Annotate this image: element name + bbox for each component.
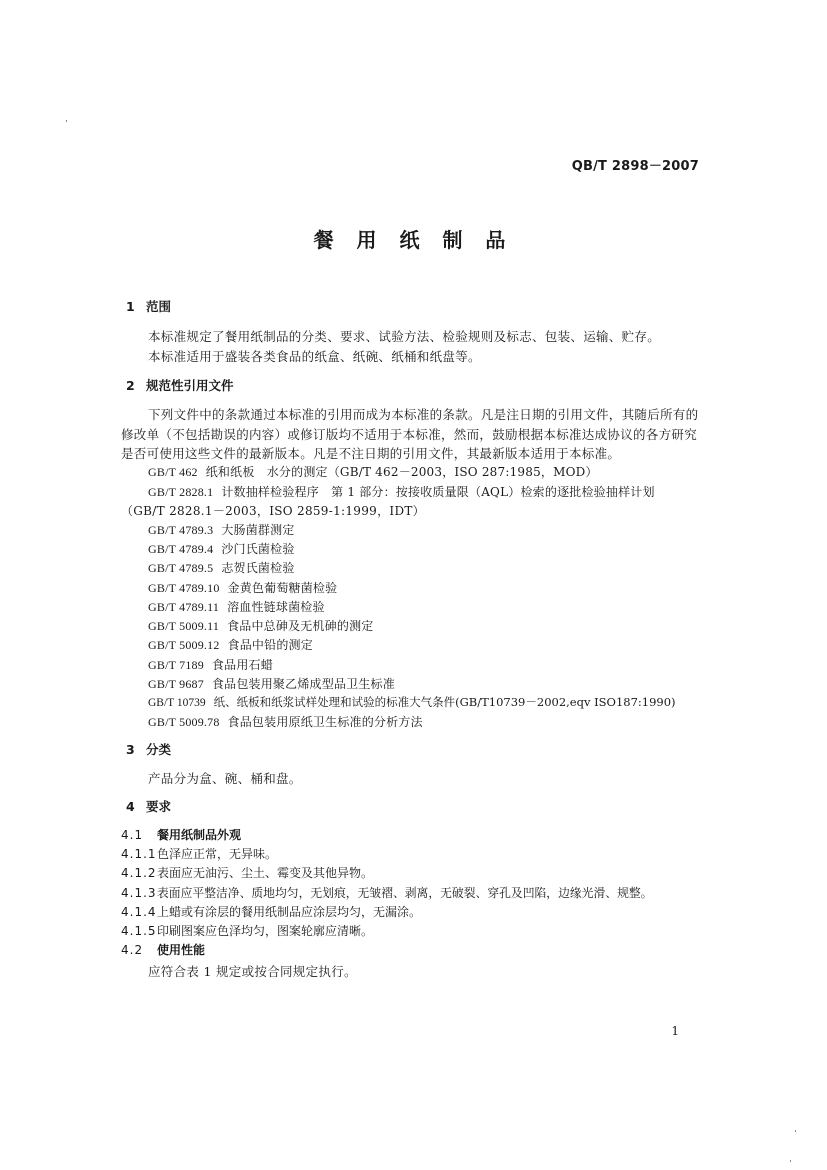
page-number: 1 xyxy=(671,1024,679,1038)
reference-code: GB/T 4789.11 xyxy=(148,600,220,614)
reference-code: GB/T 4789.4 xyxy=(148,542,214,556)
reference-title: 溶血性链球菌检验 xyxy=(227,600,325,614)
reference-title: 沙门氏菌检验 xyxy=(221,542,295,556)
paragraph: 修改单（不包括勘误的内容）或修订版均不适用于本标准，然而，鼓励根据本标准达成协议的各方研究 xyxy=(121,427,698,442)
clause-text: 使用性能 xyxy=(157,943,206,957)
reference-code: GB/T 5009.78 xyxy=(148,715,220,729)
reference-code: GB/T 9687 xyxy=(148,677,204,691)
reference-title: 食品用石蜡 xyxy=(211,658,273,672)
scan-speck xyxy=(795,1130,796,1132)
clause-4-2 xyxy=(121,941,205,958)
reference-item xyxy=(148,675,395,692)
reference-code: GB/T 4789.3 xyxy=(148,523,214,537)
clause-number: 4.1.2 xyxy=(121,866,157,880)
reference-code: GB/T 5009.12 xyxy=(148,638,220,652)
clause-text: 表面应无油污、尘土、霉变及其他异物。 xyxy=(157,866,374,880)
reference-title: 食品包装用原纸卫生标准的分析方法 xyxy=(227,715,423,729)
paragraph: 是否可使用这些文件的最新版本。凡是不注日期的引用文件，其最新版本适用于本标准。 xyxy=(121,446,621,461)
clause-4-1-1 xyxy=(121,845,277,862)
section-number: 4 xyxy=(126,799,135,814)
reference-code: GB/T 4789.5 xyxy=(148,561,214,575)
reference-code: GB/T 5009.11 xyxy=(148,619,220,633)
clause-text: 表面应平整洁净、质地均匀，无划痕，无皱褶、剥离，无破裂、穿孔及凹陷，边缘光滑、规整。 xyxy=(157,886,653,900)
clause-number: 4.1.1 xyxy=(121,847,157,861)
paragraph: 本标准规定了餐用纸制品的分类、要求、试验方法、检验规则及标志、包装、运输、贮存。 xyxy=(148,329,661,344)
paragraph: 产品分为盒、碗、桶和盘。 xyxy=(148,771,302,786)
reference-item xyxy=(148,598,325,615)
reference-item xyxy=(148,540,295,557)
reference-item xyxy=(148,463,598,480)
reference-continuation: （GB/T 2828.1－2003，ISO 2859-1:1999，IDT） xyxy=(121,504,425,518)
section-title: 范围 xyxy=(146,299,172,314)
reference-title: 大肠菌群测定 xyxy=(221,523,295,537)
clause-number: 4.1 xyxy=(121,828,144,842)
clause-number: 4.2 xyxy=(121,943,144,957)
reference-title: 食品包装用聚乙烯成型品卫生标准 xyxy=(211,677,395,691)
reference-item xyxy=(148,636,313,653)
clause-number: 4.1.3 xyxy=(121,886,157,900)
reference-code: GB/T 7189 xyxy=(148,658,204,672)
reference-item xyxy=(148,579,337,596)
reference-item xyxy=(148,521,295,538)
section-1-heading xyxy=(126,297,171,315)
paragraph: 下列文件中的条款通过本标准的引用而成为本标准的条款。凡是注日期的引用文件，其随后所有的 xyxy=(148,407,699,422)
clause-4-1-2 xyxy=(121,864,373,881)
clause-text: 印刷图案应色泽均匀，图案轮廓应清晰。 xyxy=(157,924,374,938)
section-number: 2 xyxy=(126,378,135,393)
clause-4-1-4 xyxy=(121,903,421,920)
clause-text: 餐用纸制品外观 xyxy=(157,828,242,842)
clause-text: 上蜡或有涂层的餐用纸制品应涂层均匀，无漏涂。 xyxy=(157,905,422,919)
clause-number: 4.1.5 xyxy=(121,924,157,938)
scan-speck xyxy=(790,1160,791,1162)
clause-4-1-3 xyxy=(121,884,652,901)
scan-speck xyxy=(66,120,67,122)
reference-code: GB/T 10739 xyxy=(148,697,206,709)
clause-4-1 xyxy=(121,826,241,843)
section-title: 要求 xyxy=(146,799,172,814)
reference-title: 纸、纸板和纸浆试样处理和试验的标准大气条件(GB/T10739－2002,eqv ISO187:1990) xyxy=(213,695,676,709)
reference-item xyxy=(148,483,655,500)
clause-number: 4.1.4 xyxy=(121,905,157,919)
reference-title: 金黄色葡萄糖菌检验 xyxy=(227,581,338,595)
section-3-heading xyxy=(126,740,171,758)
document-title: 餐 用 纸 制 品 xyxy=(313,228,514,252)
reference-title: 志贺氏菌检验 xyxy=(221,561,295,575)
reference-code: GB/T 2828.1 xyxy=(148,485,214,499)
reference-item xyxy=(148,656,273,673)
clause-4-1-5 xyxy=(121,922,373,939)
section-number: 3 xyxy=(126,742,135,757)
reference-item xyxy=(148,694,676,710)
reference-title: 食品中总砷及无机砷的测定 xyxy=(227,619,374,633)
reference-code: GB/T 462 xyxy=(148,465,198,479)
reference-item xyxy=(148,713,423,730)
section-number: 1 xyxy=(126,299,135,314)
reference-title: 计数抽样检验程序 第 1 部分：按接收质量限（AQL）检索的逐批检验抽样计划 xyxy=(221,485,655,499)
reference-title: 食品中铅的测定 xyxy=(227,638,313,652)
section-4-heading xyxy=(126,797,171,815)
section-title: 规范性引用文件 xyxy=(146,378,234,393)
reference-code: GB/T 4789.10 xyxy=(148,581,220,595)
paragraph: 本标准适用于盛装各类食品的纸盒、纸碗、纸桶和纸盘等。 xyxy=(148,349,481,364)
section-2-heading xyxy=(126,376,234,394)
reference-item xyxy=(148,559,295,576)
reference-title: 纸和纸板 水分的测定（GB/T 462－2003，ISO 287:1985，MOD） xyxy=(205,465,598,479)
paragraph: 应符合表 1 规定或按合同规定执行。 xyxy=(148,964,357,979)
reference-item xyxy=(148,617,373,634)
clause-text: 色泽应正常，无异味。 xyxy=(157,847,278,861)
standard-number: QB/T 2898－2007 xyxy=(571,159,699,174)
section-title: 分类 xyxy=(146,742,172,757)
